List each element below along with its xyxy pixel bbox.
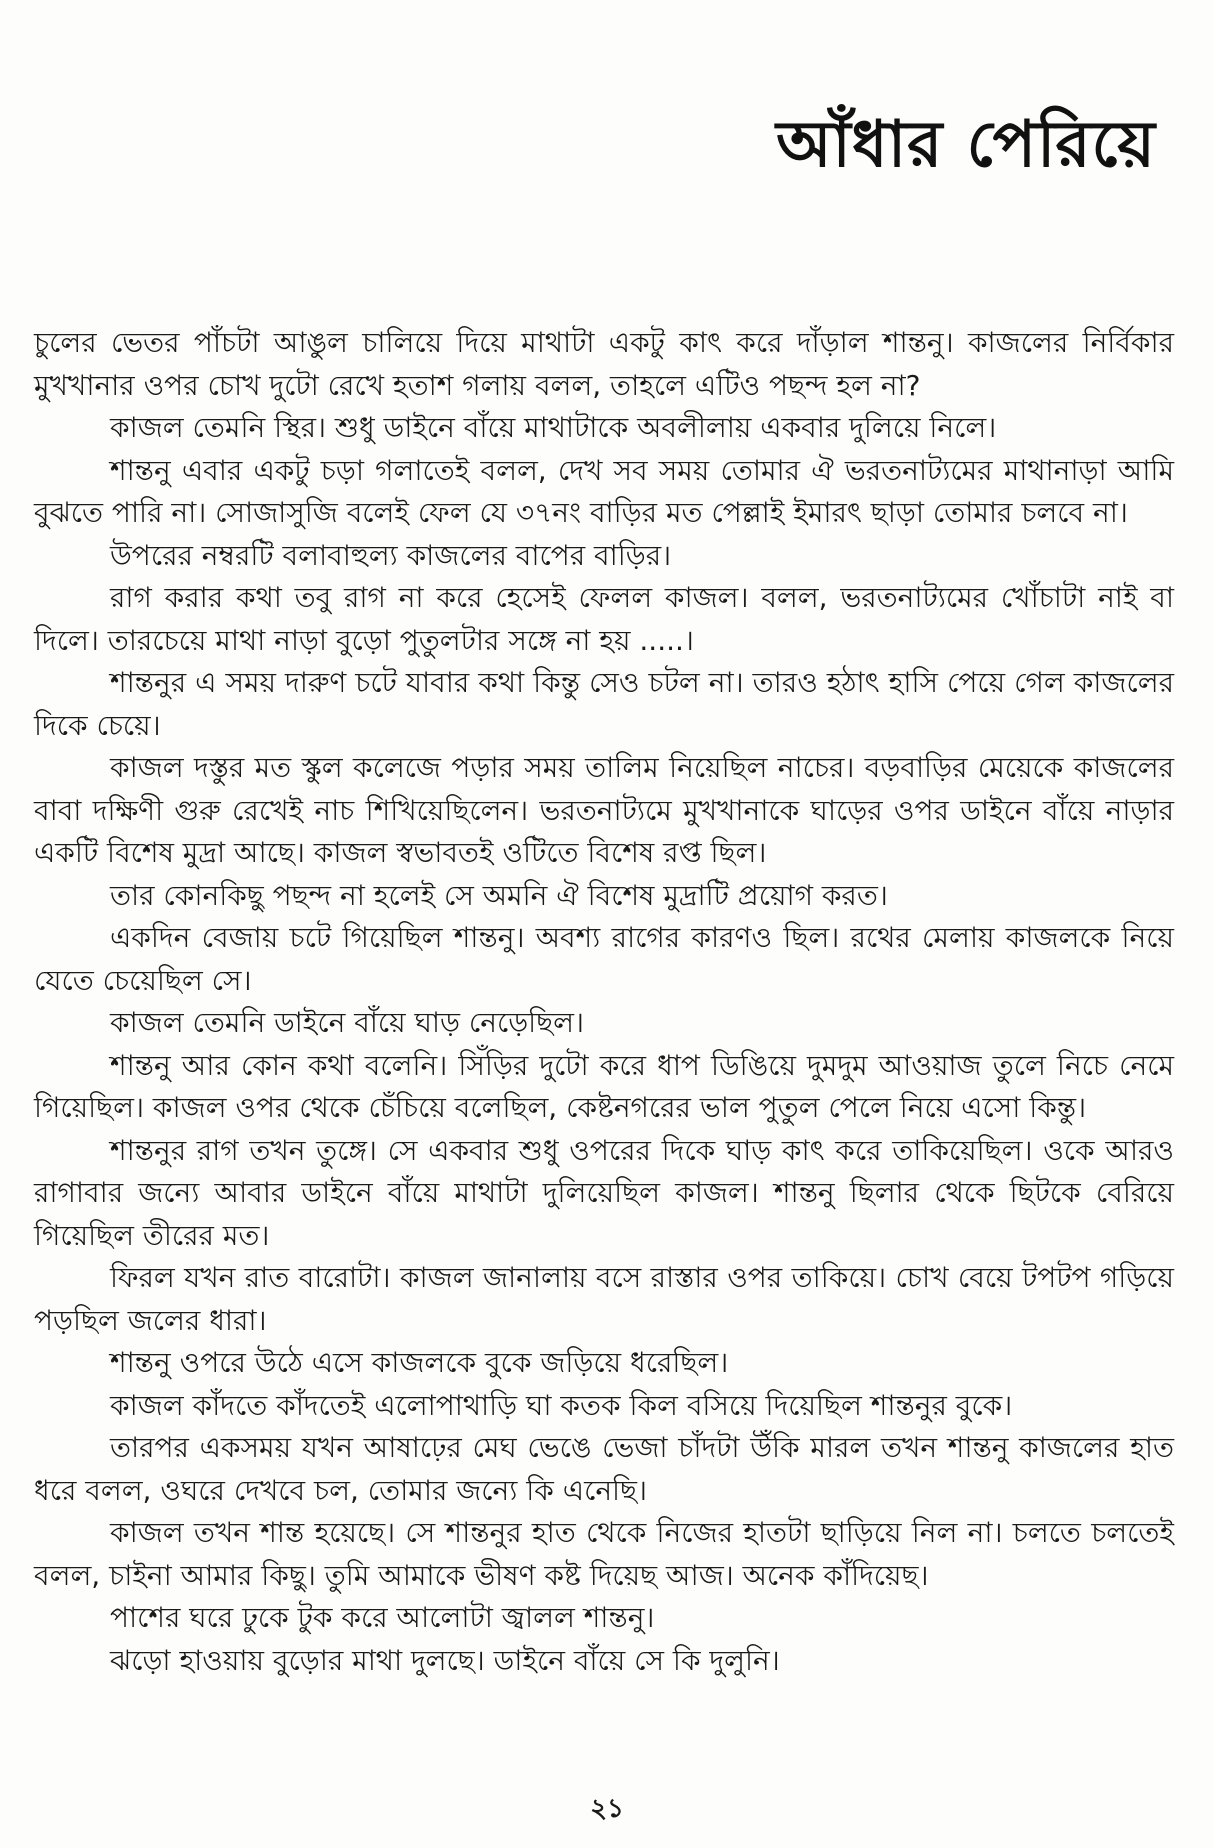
paragraph: শান্তনু আর কোন কথা বলেনি। সিঁড়ির দুটো করে ধাপ ডিঙিয়ে দুমদুম আওয়াজ তুলে নিচে নেমে গিয়েছিল। কাজল ওপর থেকে চেঁচিয়ে বলেছিল, কেষ্টনগরের ভাল পুতুল পেলে নিয়ে এসো কিন্তু। [34,1048,1174,1124]
paragraph: তার কোনকিছু পছন্দ না হলেই সে অমনি ঐ বিশেষ মুদ্রাটি প্রয়োগ করত। [110,878,888,912]
paragraph: উপরের নম্বরটি বলাবাহুল্য কাজলের বাপের বাড়ির। [110,538,672,572]
paragraph: শান্তনু এবার একটু চড়া গলাতেই বলল, দেখ সব সময় তোমার ঐ ভরতনাট্যমের মাথানাড়া আমি বুঝতে পারি না। সোজাসুজি বলেই ফেল যে ৩৭নং বাড়ির মত পেল্লাই ইমারৎ ছাড়া তোমার চলবে না। [34,453,1174,529]
paragraph: রাগ করার কথা তবু রাগ না করে হেসেই ফেলল কাজল। বলল, ভরতনাট্যমের খোঁচাটা নাই বা দিলে। তারচেয়ে মাথা নাড়া বুড়ো পুতুলটার সঙ্গে না হয় .....। [34,581,1174,657]
paragraph: পাশের ঘরে ঢুকে টুক করে আলোটা জ্বালল শান্তনু। [110,1601,655,1634]
paragraph: কাজল তেমনি ডাইনে বাঁয়ে ঘাড় নেড়েছিল। [110,1006,585,1039]
paragraph: একদিন বেজায় চটে গিয়েছিল শান্তনু। অবশ্য রাগের কারণও ছিল। রথের মেলায় কাজলকে নিয়ে যেতে চেয়েছিল সে। [34,921,1174,997]
story-title: আঁধার পেরিয়ে [776,107,1156,182]
paragraph: কাজল তখন শান্ত হয়েছে। সে শান্তনুর হাত থেকে নিজের হাতটা ছাড়িয়ে নিল না। চলতে চলতেই বলল, চাইনা আমার কিছু। তুমি আমাকে ভীষণ কষ্ট দিয়েছ আজ। অনেক কাঁদিয়েছ। [34,1516,1174,1592]
paragraph: চুলের ভেতর পাঁচটা আঙুল চালিয়ে দিয়ে মাথাটা একটু কাৎ করে দাঁড়াল শান্তনু। কাজলের নির্বিকার মুখখানার ওপর চোখ দুটো রেখে হতাশ গলায় বলল, তাহলে এটিও পছন্দ হল না? [34,326,1174,402]
paragraph: কাজল তেমনি স্থির। শুধু ডাইনে বাঁয়ে মাথাটাকে অবলীলায় একবার দুলিয়ে নিলে। [110,411,997,444]
paragraph: কাজল কাঁদতে কাঁদতেই এলোপাথাড়ি ঘা কতক কিল বসিয়ে দিয়েছিল শান্তনুর বুকে। [110,1388,1013,1422]
paragraph: শান্তনু ওপরে উঠে এসে কাজলকে বুকে জড়িয়ে ধরেছিল। [110,1346,729,1379]
paragraph: শান্তনুর রাগ তখন তুঙ্গে। সে একবার শুধু ওপরের দিকে ঘাড় কাৎ করে তাকিয়েছিল। ওকে আরও রাগাবার জন্যে আবার ডাইনে বাঁয়ে মাথাটা দুলিয়েছিল কাজল। শান্তনু ছিলার থেকে ছিটকে বেরিয়ে গিয়েছিল তীরের মত। [34,1133,1174,1252]
paragraph: তারপর একসময় যখন আষাঢ়ের মেঘ ভেঙে ভেজা চাঁদটা উঁকি মারল তখন শান্তনু কাজলের হাত ধরে বলল, ওঘরে দেখবে চল, তোমার জন্যে কি এনেছি। [34,1431,1174,1507]
paragraph: ঝড়ো হাওয়ায় বুড়োর মাথা দুলছে। ডাইনে বাঁয়ে সে কি দুলুনি। [110,1643,780,1677]
paragraph: ফিরল যখন রাত বারোটা। কাজল জানালায় বসে রাস্তার ওপর তাকিয়ে। চোখ বেয়ে টপটপ গড়িয়ে পড়ছিল জলের ধারা। [34,1261,1174,1337]
paragraph: কাজল দস্তুর মত স্কুল কলেজে পড়ার সময় তালিম নিয়েছিল নাচের। বড়বাড়ির মেয়েকে কাজলের বাবা দক্ষিণী গুরু রেখেই নাচ শিখিয়েছিলেন। ভরতনাট্যমে মুখখানাকে ঘাড়ের ওপর ডাইনে বাঁয়ে নাড়ার একটি বিশেষ মুদ্রা আছে। কাজল স্বভাবতই ওটিতে বিশেষ রপ্ত ছিল। [34,751,1174,869]
story-body [34,322,1174,1682]
paragraph: শান্তনুর এ সময় দারুণ চটে যাবার কথা কিন্তু সেও চটল না। তারও হঠাৎ হাসি পেয়ে গেল কাজলের দিকে চেয়ে। [34,666,1174,742]
page-number: ২১ [590,1794,624,1824]
